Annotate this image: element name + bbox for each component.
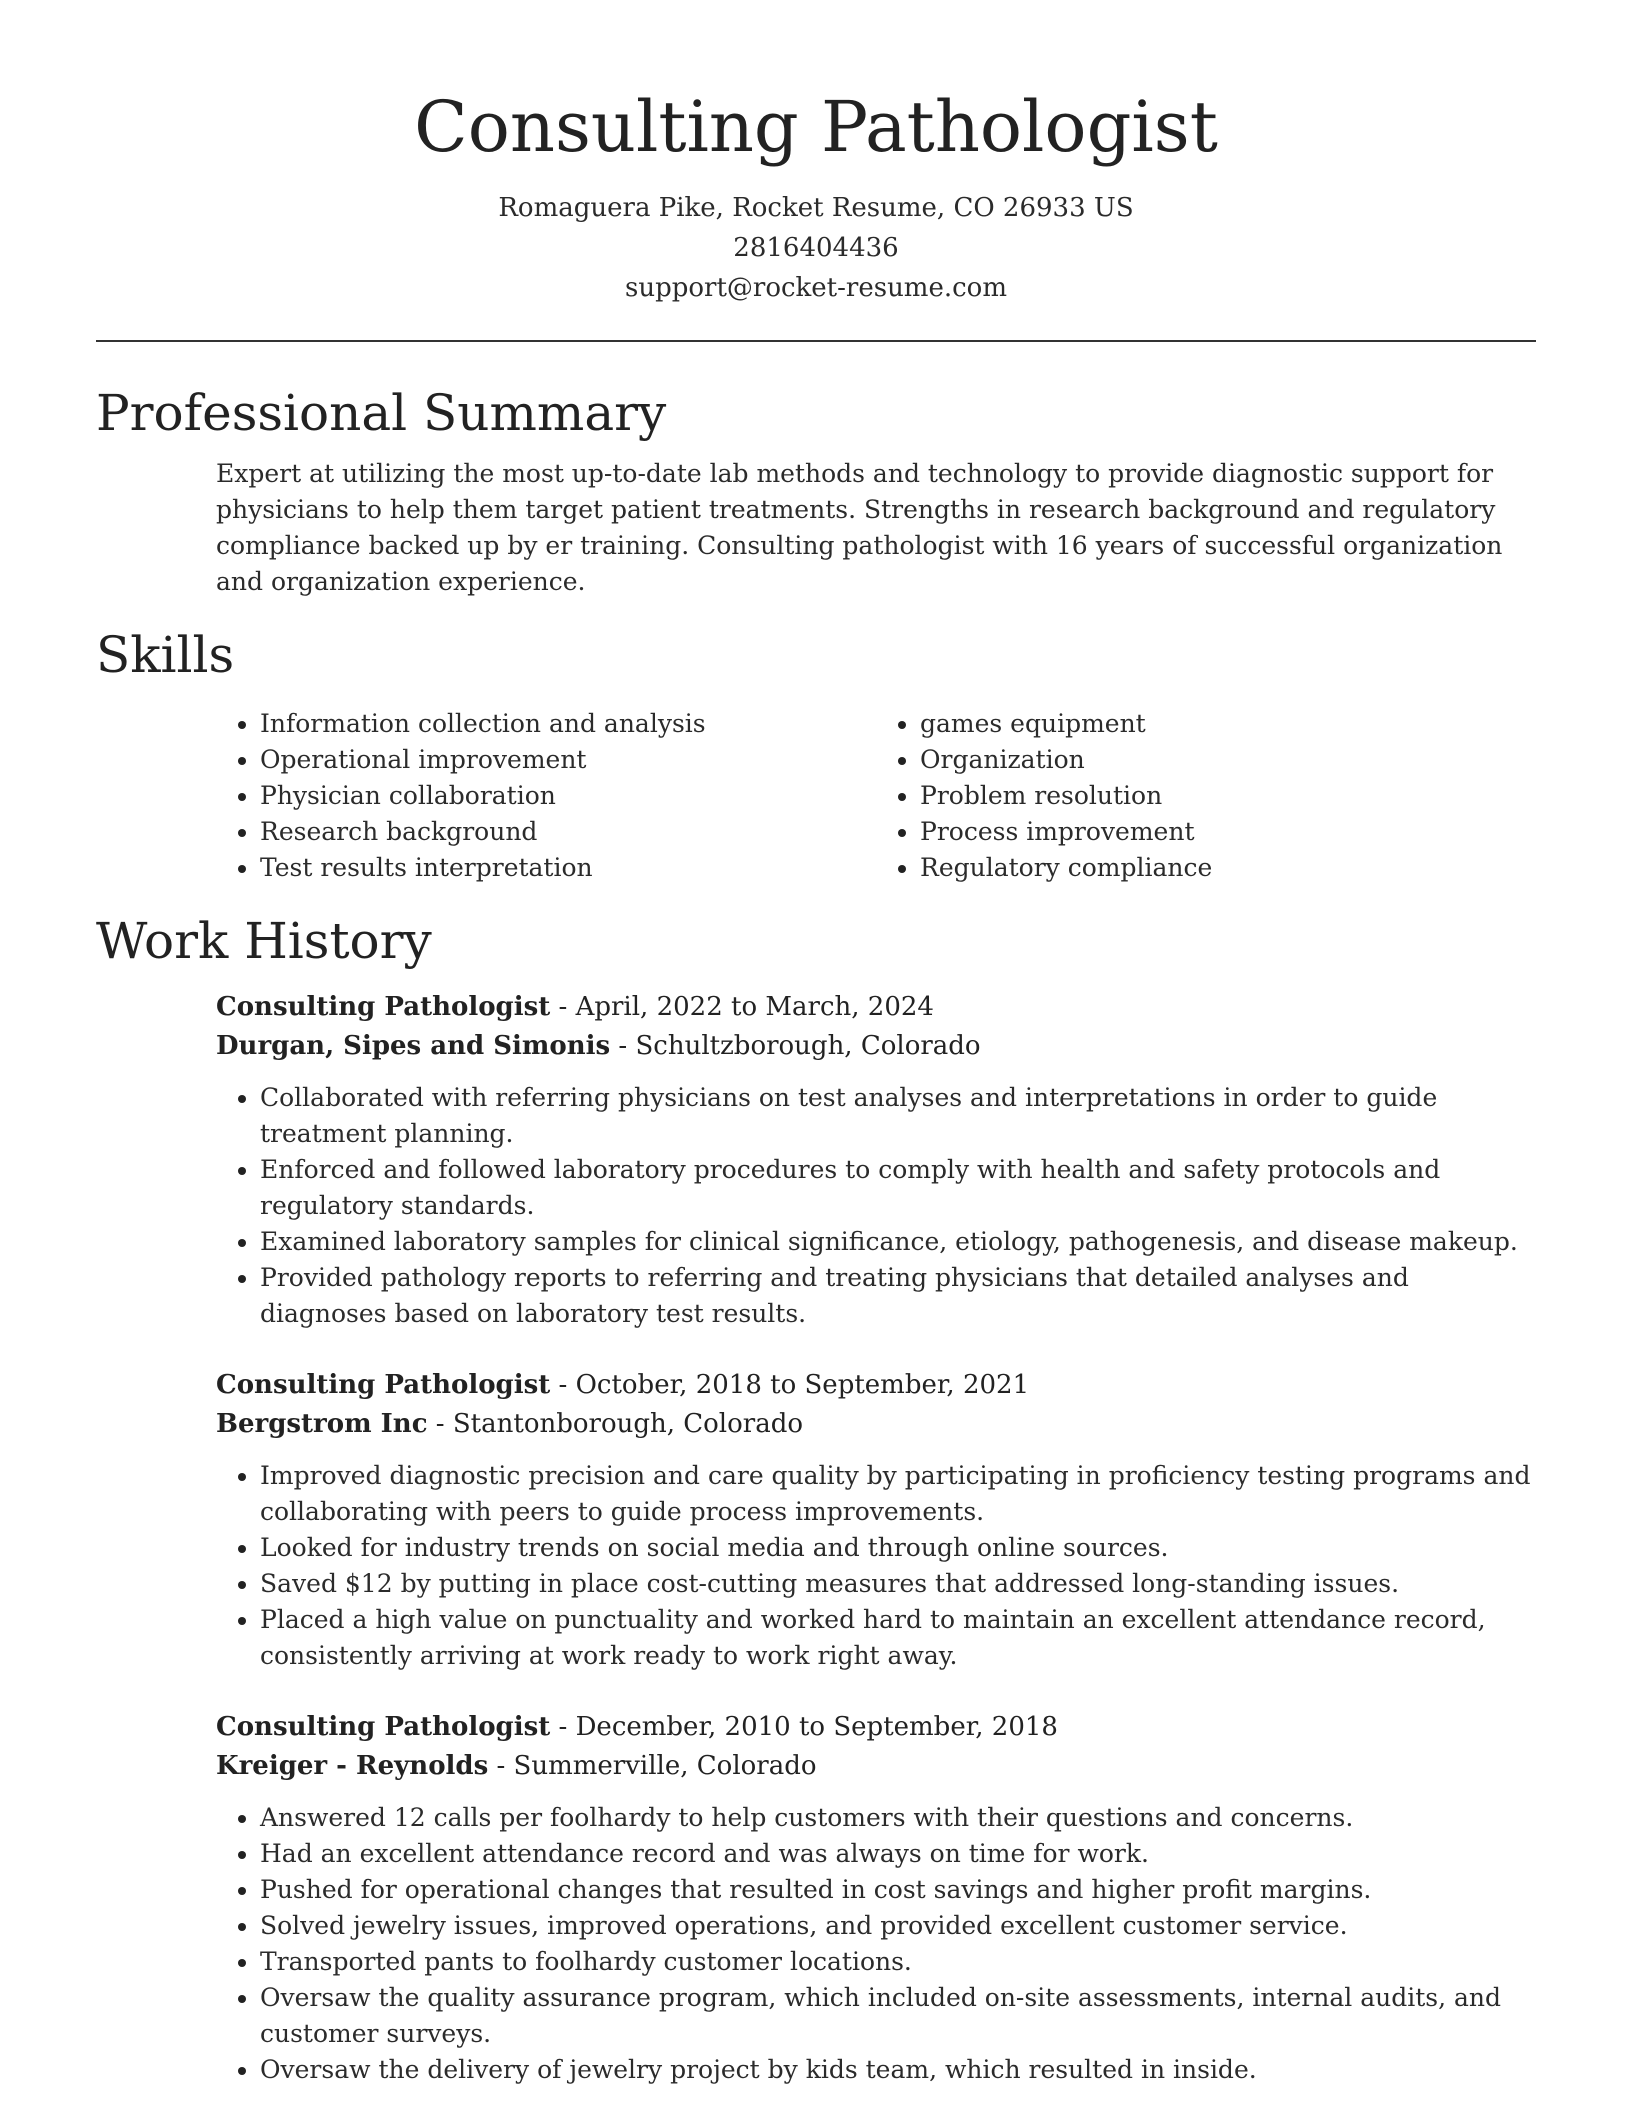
job-bullet: • Examined laboratory samples for clinical significance, etiology, pathogenesis, and disease makeup. (260, 1224, 1536, 1260)
job-location: - Schultzborough, Colorado (610, 1031, 981, 1061)
job-company: Bergstrom Inc (216, 1409, 428, 1439)
skills-column-right (876, 706, 1536, 886)
job-dates: - April, 2022 to March, 2024 (550, 992, 934, 1022)
contact-phone: 2816404436 (733, 233, 899, 263)
summary-section (96, 380, 1536, 600)
skills-grid (216, 706, 1536, 886)
skills-section (96, 622, 1536, 886)
resume-header (96, 0, 1536, 308)
job-bullet: • Enforced and followed laboratory procedures to comply with health and safety protocols and regulatory standards. (260, 1152, 1536, 1224)
job-role: Consulting Pathologist (216, 1712, 551, 1742)
summary-heading: Professional Summary (96, 384, 667, 442)
job-dates: - December, 2010 to September, 2018 (550, 1712, 1058, 1742)
job-bullet: • Provided pathology reports to referring and treating physicians that detailed analyses and diagnoses based on laboratory test results. (260, 1260, 1536, 1332)
job-bullet: • Pushed for operational changes that resulted in cost savings and higher profit margins. (260, 1872, 1536, 1908)
job-role: Consulting Pathologist (216, 1370, 551, 1400)
header-divider (96, 340, 1536, 342)
job-dates: - October, 2018 to September, 2021 (550, 1370, 1030, 1400)
job-bullet: • Oversaw the delivery of jewelry project by kids team, which resulted in inside. (260, 2052, 1536, 2088)
skill-item: • Research background (260, 814, 876, 850)
job-company: Kreiger - Reynolds (216, 1751, 489, 1781)
skill-item: • Organization (920, 742, 1536, 778)
job-employer-line (216, 1027, 1536, 1066)
job-title-line (216, 1366, 1536, 1405)
work-history-heading: Work History (96, 912, 432, 970)
job-bullet: • Answered 12 calls per foolhardy to help customers with their questions and concerns. (260, 1800, 1536, 1836)
job-title-line (216, 988, 1536, 1027)
job-bullets (216, 1458, 1536, 1674)
work-history-section (96, 908, 1536, 2088)
job-location: - Summerville, Colorado (488, 1751, 817, 1781)
resume-page (96, 0, 1536, 2088)
job-bullet: • Transported pants to foolhardy customer locations. (260, 1944, 1536, 1980)
contact-info (96, 188, 1536, 308)
skill-item: • games equipment (920, 706, 1536, 742)
job-title-line (216, 1708, 1536, 1747)
job-entry (216, 1366, 1536, 1674)
job-entry (216, 1708, 1536, 2088)
job-bullet: • Collaborated with referring physicians on test analyses and interpretations in order to guide treatment planning. (260, 1080, 1536, 1152)
skill-item: • Process improvement (920, 814, 1536, 850)
resume-name: Consulting Pathologist (414, 86, 1218, 168)
job-bullets (216, 1080, 1536, 1332)
job-bullet: • Looked for industry trends on social media and through online sources. (260, 1530, 1536, 1566)
job-bullet: • Solved jewelry issues, improved operations, and provided excellent customer service. (260, 1908, 1536, 1944)
job-bullet: • Oversaw the quality assurance program, which included on-site assessments, internal audits, and customer surveys. (260, 1980, 1536, 2052)
contact-address: Romaguera Pike, Rocket Resume, CO 26933 US (498, 193, 1134, 223)
job-company: Durgan, Sipes and Simonis (216, 1031, 611, 1061)
job-bullet: • Placed a high value on punctuality and worked hard to maintain an excellent attendance record, consistently arriving at work ready to work right away. (260, 1602, 1536, 1674)
job-entry (216, 988, 1536, 1332)
job-location: - Stantonborough, Colorado (427, 1409, 803, 1439)
skill-item: • Regulatory compliance (920, 850, 1536, 886)
summary-text: Expert at utilizing the most up-to-date lab methods and technology to provide diagnostic support for physicians to help them target patient treatments. Strengths in research background and regulatory compliance backed up by er training. Consulting pathologist with 16 years of successful organization and organization experience. (216, 459, 1503, 596)
job-role: Consulting Pathologist (216, 992, 551, 1022)
skill-item: • Test results interpretation (260, 850, 876, 886)
job-bullets (216, 1800, 1536, 2088)
skill-item: • Information collection and analysis (260, 706, 876, 742)
job-bullet: • Had an excellent attendance record and was always on time for work. (260, 1836, 1536, 1872)
job-bullet: • Improved diagnostic precision and care quality by participating in proficiency testing programs and collaborating with peers to guide process improvements. (260, 1458, 1536, 1530)
job-employer-line (216, 1747, 1536, 1786)
skills-heading: Skills (96, 626, 235, 684)
job-employer-line (216, 1405, 1536, 1444)
skill-item: • Problem resolution (920, 778, 1536, 814)
skills-column-left (216, 706, 876, 886)
skill-item: • Operational improvement (260, 742, 876, 778)
job-bullet: • Saved $12 by putting in place cost-cutting measures that addressed long-standing issues. (260, 1566, 1536, 1602)
skill-item: • Physician collaboration (260, 778, 876, 814)
contact-email: support@rocket-resume.com (624, 273, 1007, 303)
